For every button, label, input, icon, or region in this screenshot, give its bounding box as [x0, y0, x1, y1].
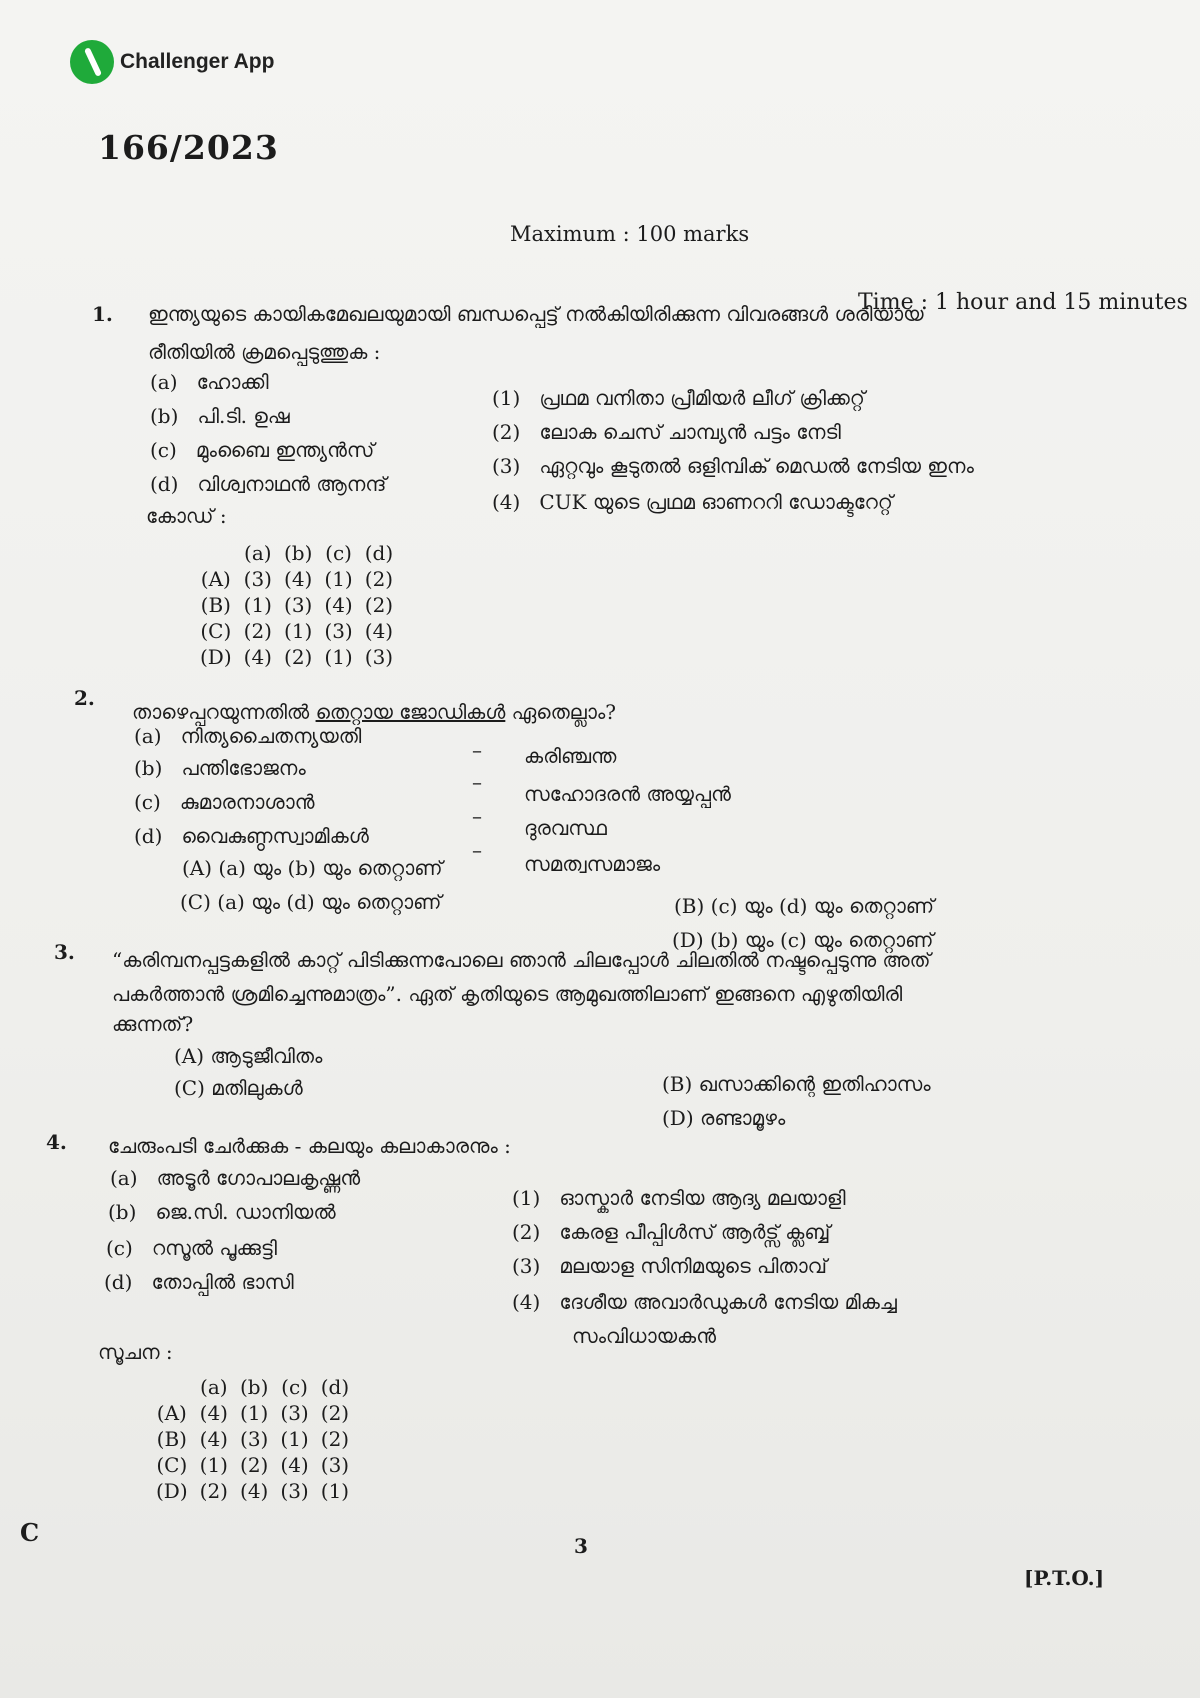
list-item: (2) ലോക ചെസ് ചാമ്പ്യൻ പട്ടം നേടി: [492, 420, 841, 444]
list-item: (d) വിശ്വനാഥൻ ആനന്ദ്: [150, 472, 387, 496]
maximum-marks: Maximum : 100 marks: [510, 222, 750, 246]
table-cell: (4): [199, 1401, 228, 1425]
list-item: (c) റസൂൽ പൂക്കുട്ടി: [106, 1236, 277, 1260]
code-label: സൂചന :: [98, 1340, 173, 1364]
pair-dash: –: [472, 738, 482, 762]
table-row: [150, 1426, 355, 1452]
question-stem: ക്കുന്നത്?: [112, 1012, 194, 1036]
table-header: (d): [364, 541, 394, 565]
table-cell: (2): [320, 1427, 350, 1451]
list-item: (b) പന്തിഭോജനം: [134, 756, 306, 780]
table-header-row: [194, 540, 399, 566]
question-stem: ഇന്ത്യയുടെ കായികമേഖലയുമായി ബന്ധപ്പെട്ട് നൽകിയിരിക്കുന്ന വിവരങ്ങൾ ശരിയായ: [148, 302, 924, 326]
table-cell: (4): [280, 1453, 309, 1477]
option-d: (D) രണ്ടാമൂഴം: [662, 1106, 786, 1130]
table-cell: (1): [243, 593, 272, 617]
table-header: (b): [283, 541, 313, 565]
option-label: (C): [200, 619, 232, 643]
list-item: (a) ഹോക്കി: [150, 370, 269, 394]
question-stem: രീതിയിൽ ക്രമപ്പെടുത്തുക :: [148, 340, 381, 364]
table-header: (d): [320, 1375, 350, 1399]
table-header: (c): [325, 541, 352, 565]
table-cell: (3): [240, 1427, 269, 1451]
pair-value: സഹോദരൻ അയ്യപ്പൻ: [524, 782, 731, 806]
table-cell: (3): [243, 567, 272, 591]
list-item: (d) വൈകുണ്ഠസ്വാമികൾ: [134, 824, 369, 848]
question-number: 2.: [74, 686, 95, 710]
list-item: (1) പ്രഥമ വനിതാ പ്രീമിയർ ലീഗ് ക്രിക്കറ്റ്: [492, 386, 865, 410]
option-label: (D): [200, 645, 232, 669]
option-label: (D): [156, 1479, 188, 1503]
table-cell: (3): [320, 1453, 350, 1477]
table-cell: (2): [320, 1401, 350, 1425]
table-cell: (4): [284, 567, 313, 591]
answer-code-table: [194, 540, 399, 670]
pair-dash: –: [472, 770, 482, 794]
table-cell: (2): [240, 1453, 269, 1477]
code-label: കോഡ് :: [146, 504, 227, 528]
question-stem: താഴെപ്പറയുന്നതിൽ തെറ്റായ ജോഡികൾ ഏതെല്ലാം?: [132, 700, 616, 724]
table-header-row: [150, 1374, 355, 1400]
option-b: (B) ഖസാക്കിന്റെ ഇതിഹാസം: [662, 1072, 931, 1096]
question-number: 4.: [46, 1130, 67, 1154]
table-cell: (1): [199, 1453, 228, 1477]
option-label: (A): [156, 1401, 187, 1425]
option-d: (D) (b) യും (c) യും തെറ്റാണ്: [672, 928, 934, 952]
option-c: (C) മതിലുകൾ: [174, 1076, 303, 1100]
option-b: (B) (c) യും (d) യും തെറ്റാണ്: [674, 894, 935, 918]
table-cell: (3): [364, 645, 394, 669]
list-item: (d) തോപ്പിൽ ഭാസി: [104, 1270, 294, 1294]
option-c: (C) (a) യും (d) യും തെറ്റാണ്: [180, 890, 442, 914]
table-cell: (1): [320, 1479, 350, 1503]
table-cell: (2): [199, 1479, 228, 1503]
table-row: [150, 1478, 355, 1504]
option-label: (B): [200, 593, 231, 617]
list-item: (2) കേരള പീപ്പിൾസ് ആർട്സ് ക്ലബ്ബ്: [512, 1220, 831, 1244]
table-cell: (4): [199, 1427, 228, 1451]
table-cell: (3): [324, 619, 353, 643]
table-cell: (1): [324, 645, 353, 669]
pair-dash: –: [472, 838, 482, 862]
table-cell: (4): [364, 619, 394, 643]
page-number: 3: [574, 1534, 588, 1558]
table-row: [194, 644, 399, 670]
pair-value: സമത്വസമാജം: [524, 852, 661, 876]
option-a: (A) (a) യും (b) യും തെറ്റാണ്: [182, 856, 443, 880]
table-cell: (1): [324, 567, 353, 591]
list-item: (b) ജെ.സി. ഡാനിയൽ: [108, 1200, 336, 1224]
table-cell: (3): [284, 593, 313, 617]
logo-text: Challenger App: [120, 50, 275, 73]
pair-dash: –: [472, 804, 482, 828]
table-header: (b): [239, 1375, 269, 1399]
paper-code: 166/2023: [98, 128, 279, 167]
table-cell: (1): [240, 1401, 269, 1425]
pair-value: ദുരവസ്ഥ: [524, 816, 607, 840]
list-item: (a) നിത്യചൈതന്യയതി: [134, 724, 362, 748]
table-cell: (1): [284, 619, 313, 643]
table-header: (c): [281, 1375, 308, 1399]
table-cell: (1): [280, 1427, 309, 1451]
table-cell: (4): [243, 645, 272, 669]
question-number: 1.: [92, 302, 113, 326]
table-cell: (3): [280, 1401, 309, 1425]
table-cell: (3): [280, 1479, 309, 1503]
question-stem: “കരിമ്പനപ്പട്ടകളിൽ കാറ്റ് പിടിക്കുന്നപോലെ ഞാൻ ചിലപ്പോൾ ചിലതിൽ നഷ്ടപ്പെടുന്നു അത്: [112, 948, 931, 972]
list-item: (4) CUK യുടെ പ്രഥമ ഓണററി ഡോക്ടറേറ്റ്: [492, 490, 893, 514]
table-row: [194, 618, 399, 644]
table-cell: (2): [243, 619, 272, 643]
table-header: (a): [244, 541, 272, 565]
list-item: (1) ഓസ്കാർ നേടിയ ആദ്യ മലയാളി: [512, 1186, 846, 1210]
option-a: (A) ആടുജീവിതം: [174, 1044, 323, 1068]
list-item: (c) മുംബൈ ഇന്ത്യൻസ്: [150, 438, 375, 462]
option-label: (A): [200, 567, 231, 591]
table-header: (a): [200, 1375, 228, 1399]
challenger-app-icon: [70, 40, 114, 84]
list-item: (3) ഏറ്റവും കൂടുതൽ ഒളിമ്പിക് മെഡൽ നേടിയ ഇനം: [492, 454, 974, 478]
table-row: [194, 592, 399, 618]
table-cell: (2): [364, 593, 394, 617]
table-row: [194, 566, 399, 592]
table-cell: (2): [284, 645, 313, 669]
pto-label: [P.T.O.]: [1024, 1566, 1105, 1590]
list-item: (b) പി.ടി. ഉഷ: [150, 404, 290, 428]
question-stem: പകർത്താൻ ശ്രമിച്ചെന്നുമാത്രം”. ഏത് കൃതിയുടെ ആമുഖത്തിലാണ് ഇങ്ങനെ എഴുതിയിരി: [112, 982, 903, 1006]
question-number: 3.: [54, 940, 75, 964]
table-row: [150, 1400, 355, 1426]
list-item: (c) കുമാരനാശാൻ: [134, 790, 315, 814]
pair-value: കരിഞ്ചന്ത: [524, 744, 617, 768]
question-stem: ചേരുംപടി ചേർക്കുക - കലയും കലാകാരനും :: [108, 1134, 511, 1158]
table-row: [150, 1452, 355, 1478]
list-item: സംവിധായകൻ: [572, 1324, 716, 1348]
time-allowed: Time : 1 hour and 15 minutes: [858, 290, 1188, 315]
logo: [70, 40, 274, 84]
table-cell: (4): [240, 1479, 269, 1503]
option-label: (C): [156, 1453, 188, 1477]
series-code: C: [20, 1518, 40, 1547]
option-label: (B): [156, 1427, 187, 1451]
table-cell: (4): [324, 593, 353, 617]
list-item: (4) ദേശീയ അവാർഡുകൾ നേടിയ മികച്ച: [512, 1290, 897, 1314]
table-cell: (2): [364, 567, 394, 591]
list-item: (3) മലയാള സിനിമയുടെ പിതാവ്: [512, 1254, 827, 1278]
answer-code-table: [150, 1374, 355, 1504]
list-item: (a) അടൂർ ഗോപാലകൃഷ്ണൻ: [110, 1166, 361, 1190]
